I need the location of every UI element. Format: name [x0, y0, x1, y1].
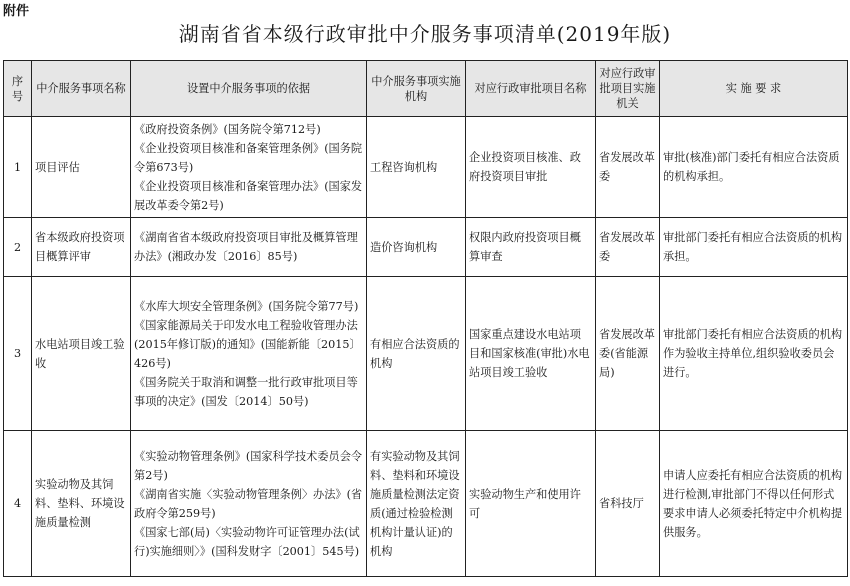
row-authority: 省科技厅: [596, 431, 660, 577]
basis-item: 《国务院关于取消和调整一批行政审批项目等事项的决定》(国发〔2014〕50号): [134, 375, 358, 408]
header-agency: 中介服务事项实施机构: [367, 61, 466, 117]
row-authority: 省发展改革委: [596, 117, 660, 218]
row-agency: 造价咨询机构: [367, 218, 466, 277]
row-requirement: 审批部门委托有相应合法资质的机构作为验收主持单位,组织验收委员会进行。: [660, 277, 848, 431]
row-approval-item: 国家重点建设水电站项目和国家核准(审批)水电站项目竣工验收: [466, 277, 596, 431]
row-authority: 省发展改革委(省能源局): [596, 277, 660, 431]
row-no: 4: [4, 431, 32, 577]
basis-item: 《企业投资项目核准和备案管理办法》(国家发展改革委令第2号): [134, 179, 363, 212]
row-service-name: 实验动物及其饲料、垫料、环境设施质量检测: [32, 431, 131, 577]
basis-item: 《企业投资项目核准和备案管理条例》(国务院令第673号): [134, 141, 363, 174]
row-no: 1: [4, 117, 32, 218]
basis-item: 《湖南省省本级政府投资项目审批及概算管理办法》(湘政办发〔2016〕85号): [134, 231, 358, 263]
row-service-name: 项目评估: [32, 117, 131, 218]
row-agency: 工程咨询机构: [367, 117, 466, 218]
row-service-name: 省本级政府投资项目概算评审: [32, 218, 131, 277]
row-service-name: 水电站项目竣工验收: [32, 277, 131, 431]
table-header-row: [4, 61, 848, 117]
row-authority: 省发展改革委: [596, 218, 660, 277]
basis-item: 《实验动物管理条例》(国家科学技术委员会令第2号): [134, 449, 363, 482]
annex-label: 附件: [3, 4, 30, 19]
table-row: [4, 218, 848, 277]
table-row: [4, 431, 848, 577]
intermediary-service-table: [3, 60, 848, 577]
basis-item: 《国家能源局关于印发水电工程验收管理办法(2015年修订版)的通知》(国能新能〔2015〕426号): [134, 318, 361, 370]
header-no: 序号: [4, 61, 32, 117]
row-no: 3: [4, 277, 32, 431]
row-basis: [131, 117, 367, 218]
row-approval-item: 企业投资项目核准、政府投资项目审批: [466, 117, 596, 218]
basis-item: 《国家七部(局)〈实验动物许可证管理办法(试行)实施细则〉》(国科发财字〔2001〕545号): [134, 525, 360, 558]
row-requirement: 审批部门委托有相应合法资质的机构承担。: [660, 218, 848, 277]
basis-item: 《政府投资条例》(国务院令第712号): [134, 122, 321, 136]
basis-item: 《湖南省实施〈实验动物管理条例〉办法》(省政府令第259号): [134, 487, 363, 520]
table-row: [4, 277, 848, 431]
row-basis: [131, 431, 367, 577]
row-agency: 有相应合法资质的机构: [367, 277, 466, 431]
header-authority: 对应行政审批项目实施机关: [596, 61, 660, 117]
row-requirement: 审批(核准)部门委托有相应合法资质的机构承担。: [660, 117, 848, 218]
row-requirement: 申请人应委托有相应合法资质的机构进行检测,审批部门不得以任何形式要求申请人必须委托特定中介机构提供服务。: [660, 431, 848, 577]
header-requirement: 实 施 要 求: [660, 61, 848, 117]
header-approval-item: 对应行政审批项目名称: [466, 61, 596, 117]
row-basis: [131, 277, 367, 431]
row-agency: 有实验动物及其饲料、垫料和环境设施质量检测法定资质(通过检验检测机构计量认证)的机构: [367, 431, 466, 577]
header-basis: 设置中介服务事项的依据: [131, 61, 367, 117]
basis-item: 《水库大坝安全管理条例》(国务院令第77号): [134, 299, 359, 313]
row-approval-item: 权限内政府投资项目概算审查: [466, 218, 596, 277]
row-basis: [131, 218, 367, 277]
row-no: 2: [4, 218, 32, 277]
document-title: 湖南省省本级行政审批中介服务事项清单(2019年版): [178, 22, 672, 46]
table-row: [4, 117, 848, 218]
header-service-name: 中介服务事项名称: [32, 61, 131, 117]
row-approval-item: 实验动物生产和使用许可: [466, 431, 596, 577]
